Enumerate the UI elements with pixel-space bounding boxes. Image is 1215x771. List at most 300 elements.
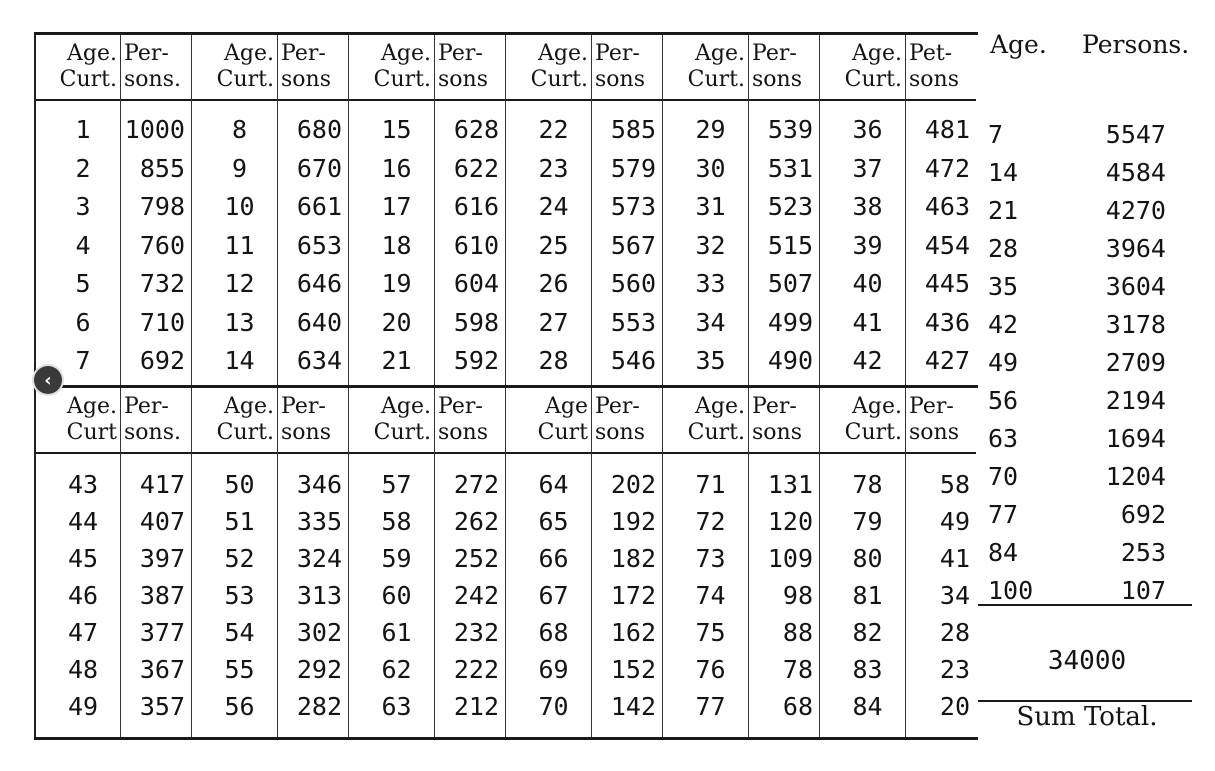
persons-cell: 397: [139, 544, 185, 573]
age-cell: 18: [381, 230, 412, 260]
age-values: [820, 101, 905, 381]
age-cell: 19: [381, 269, 412, 298]
summary-persons: 107: [1120, 576, 1166, 605]
age-cell: 20: [381, 307, 412, 337]
age-column: [505, 388, 591, 737]
age-cell: 67: [538, 581, 569, 610]
persons-cell: 68: [782, 692, 813, 721]
summary-age: 7: [988, 120, 1004, 149]
age-cell: 37: [852, 153, 883, 183]
persons-cell: 454: [924, 230, 970, 260]
age-cell: 40: [852, 269, 883, 298]
summary-persons: 4270: [1105, 196, 1166, 225]
persons-column-header: [278, 388, 348, 454]
persons-cell: 242: [453, 581, 499, 610]
age-cell: 43: [67, 470, 99, 499]
persons-cell: 680: [296, 115, 342, 144]
persons-cell: 579: [610, 153, 656, 183]
summary-row: [978, 386, 1196, 424]
age-column-header: [663, 35, 748, 101]
persons-cell: 324: [296, 544, 342, 573]
persons-cell: 367: [139, 655, 185, 684]
age-cell: 27: [538, 307, 569, 337]
summary-persons: 692: [1120, 500, 1166, 529]
summary-row: [978, 538, 1196, 576]
summary-persons: 253: [1120, 538, 1166, 567]
age-cell: 23: [538, 153, 569, 183]
persons-cell: 436: [924, 307, 970, 337]
summary-row: [978, 348, 1196, 386]
persons-cell: 760: [139, 230, 185, 260]
summary-row: [978, 424, 1196, 462]
persons-cell: 732: [139, 269, 185, 298]
header-line: Per-: [595, 394, 640, 419]
persons-column: [277, 35, 348, 385]
age-column-header: [820, 388, 905, 454]
age-cell: 9: [231, 153, 248, 183]
persons-cell: 670: [296, 153, 342, 183]
age-cell: 13: [224, 307, 255, 337]
persons-cell: 610: [453, 230, 499, 260]
header-line: Age.: [67, 394, 117, 419]
age-cell: 63: [381, 692, 412, 721]
summary-age: 35: [988, 272, 1019, 301]
age-column: [662, 35, 748, 385]
age-values: [192, 454, 277, 725]
header-line: Curt.: [844, 67, 902, 92]
header-line: Per-: [281, 394, 326, 419]
persons-column: [591, 388, 662, 737]
summary-header: [978, 30, 1196, 70]
header-line: sons: [909, 420, 959, 445]
persons-column-header: [906, 35, 976, 101]
age-cell: 52: [224, 544, 255, 573]
header-line: Curt.: [373, 420, 431, 445]
header-line: Age.: [224, 394, 274, 419]
persons-cell: 539: [767, 115, 813, 144]
summary-persons: 3178: [1105, 310, 1166, 339]
age-cell: 44: [67, 507, 99, 536]
header-line: Age.: [852, 41, 902, 66]
header-line: Curt.: [530, 67, 588, 92]
age-cell: 53: [224, 581, 255, 610]
summary-divider-top: [978, 604, 1192, 606]
age-cell: 58: [381, 507, 412, 536]
persons-values: [749, 454, 819, 725]
persons-values: [749, 101, 819, 381]
persons-cell: 313: [296, 581, 342, 610]
persons-column-header: [435, 35, 505, 101]
persons-cell: 798: [139, 192, 185, 221]
header-line: Per-: [752, 41, 797, 66]
age-cell: 47: [67, 618, 99, 647]
persons-cell: 472: [924, 153, 970, 183]
header-line: sons: [438, 67, 488, 92]
summary-row: [978, 462, 1196, 500]
persons-column-header: [749, 388, 819, 454]
age-cell: 24: [538, 192, 569, 221]
summary-age: 49: [988, 348, 1019, 377]
age-values: [36, 454, 120, 725]
summary-age: 28: [988, 234, 1019, 263]
persons-cell: 172: [610, 581, 656, 610]
age-column-header: [349, 388, 434, 454]
summary-row: [978, 234, 1196, 272]
header-line: sons: [752, 420, 802, 445]
summary-age: 77: [988, 500, 1019, 529]
age-column: [505, 35, 591, 385]
table-block-top: [34, 35, 978, 388]
persons-values: [435, 101, 505, 381]
persons-cell: 463: [924, 192, 970, 221]
age-cell: 80: [852, 544, 883, 573]
persons-cell: 573: [610, 192, 656, 221]
summary-persons: 3604: [1105, 272, 1166, 301]
header-line: Per-: [281, 41, 326, 66]
age-cell: 29: [695, 115, 726, 144]
age-cell: 75: [695, 618, 726, 647]
persons-values: [906, 454, 976, 725]
persons-column-header: [592, 388, 662, 454]
header-line: sons: [438, 420, 488, 445]
persons-values: [121, 454, 191, 725]
age-cell: 31: [695, 192, 726, 221]
persons-column: [748, 35, 819, 385]
summary-row: [978, 196, 1196, 234]
header-line: Age.: [381, 41, 431, 66]
summary-total-label: Sum Total.: [1016, 702, 1158, 732]
age-values: [192, 101, 277, 381]
age-cell: 74: [695, 581, 726, 610]
persons-cell: 628: [453, 115, 499, 144]
header-line: sons: [281, 67, 331, 92]
persons-cell: 346: [296, 470, 342, 499]
age-cell: 78: [852, 470, 883, 499]
header-line: sons: [281, 420, 331, 445]
persons-cell: 523: [767, 192, 813, 221]
age-column: [191, 35, 277, 385]
persons-cell: 592: [453, 346, 499, 375]
age-cell: 79: [852, 507, 883, 536]
persons-values: [121, 101, 191, 381]
header-line: Age.: [224, 41, 274, 66]
header-line: Per-: [595, 41, 640, 66]
persons-cell: 585: [610, 115, 656, 144]
persons-cell: 653: [296, 230, 342, 260]
age-cell: 72: [695, 507, 726, 536]
header-line: Per-: [438, 41, 483, 66]
persons-cell: 407: [139, 507, 185, 536]
persons-cell: 109: [767, 544, 813, 573]
summary-row: [978, 120, 1196, 158]
age-cell: 38: [852, 192, 883, 221]
age-cell: 59: [381, 544, 412, 573]
summary-persons: 3964: [1105, 234, 1166, 263]
age-column-header: [663, 388, 748, 454]
persons-values: [592, 101, 662, 381]
summary-persons: 1204: [1105, 462, 1166, 491]
age-cell: 62: [381, 655, 412, 684]
summary-age: 100: [988, 576, 1034, 605]
persons-column: [120, 388, 191, 737]
age-cell: 22: [538, 115, 569, 144]
age-cell: 36: [852, 115, 883, 144]
age-cell: 46: [67, 581, 99, 610]
persons-cell: 604: [453, 269, 499, 298]
header-line: sons: [595, 420, 645, 445]
persons-cell: 28: [939, 618, 970, 647]
header-line: Curt.: [687, 67, 745, 92]
persons-column: [434, 388, 505, 737]
age-cell: 21: [381, 346, 412, 375]
header-line: sons: [595, 67, 645, 92]
age-values: [663, 101, 748, 381]
age-cell: 7: [75, 346, 91, 375]
header-line: Age.: [695, 394, 745, 419]
persons-cell: 98: [782, 581, 813, 610]
summary-persons: 2194: [1105, 386, 1166, 415]
age-cell: 16: [381, 153, 412, 183]
summary-age: 63: [988, 424, 1019, 453]
age-cell: 5: [75, 269, 91, 298]
persons-column-header: [435, 388, 505, 454]
age-cell: 45: [67, 544, 99, 573]
persons-values: [435, 454, 505, 725]
summary-age: 42: [988, 310, 1019, 339]
summary-row: [978, 272, 1196, 310]
age-cell: 17: [381, 192, 412, 221]
persons-cell: 490: [767, 346, 813, 375]
age-cell: 35: [695, 346, 726, 375]
persons-cell: 142: [610, 692, 656, 721]
persons-cell: 567: [610, 230, 656, 260]
age-cell: 49: [67, 692, 99, 721]
persons-cell: 162: [610, 618, 656, 647]
persons-cell: 49: [939, 507, 970, 536]
age-values: [36, 101, 120, 381]
persons-column-header: [749, 35, 819, 101]
persons-cell: 531: [767, 153, 813, 183]
persons-values: [906, 101, 976, 381]
summary-row: [978, 576, 1196, 614]
persons-cell: 23: [939, 655, 970, 684]
persons-cell: 646: [296, 269, 342, 298]
age-cell: 6: [75, 307, 91, 337]
age-values: [506, 101, 591, 381]
persons-cell: 262: [453, 507, 499, 536]
age-cell: 26: [538, 269, 569, 298]
age-column: [348, 388, 434, 737]
persons-values: [278, 101, 348, 381]
summary-age-header: Age.: [990, 30, 1047, 59]
age-column-header: [506, 35, 591, 101]
persons-cell: 131: [767, 470, 813, 499]
persons-cell: 661: [296, 192, 342, 221]
persons-cell: 445: [924, 269, 970, 298]
age-cell: 69: [538, 655, 569, 684]
persons-cell: 515: [767, 230, 813, 260]
persons-cell: 507: [767, 269, 813, 298]
header-line: Curt.: [844, 420, 902, 445]
summary-persons: 2709: [1105, 348, 1166, 377]
age-cell: 42: [852, 346, 883, 375]
persons-cell: 387: [139, 581, 185, 610]
summary-persons: 4584: [1105, 158, 1166, 187]
header-line: Age.: [695, 41, 745, 66]
persons-cell: 272: [453, 470, 499, 499]
age-column-header: [820, 35, 905, 101]
header-line: Curt.: [216, 420, 274, 445]
persons-cell: 282: [296, 692, 342, 721]
age-cell: 56: [224, 692, 255, 721]
persons-column: [905, 35, 976, 385]
age-cell: 76: [695, 655, 726, 684]
persons-cell: 634: [296, 346, 342, 375]
age-cell: 66: [538, 544, 569, 573]
persons-column: [120, 35, 191, 385]
age-cell: 15: [381, 115, 412, 144]
age-column-header: [192, 388, 277, 454]
persons-cell: 417: [139, 470, 185, 499]
age-cell: 65: [538, 507, 569, 536]
header-line: Age: [545, 394, 588, 419]
persons-cell: 546: [610, 346, 656, 375]
persons-values: [592, 454, 662, 725]
age-cell: 10: [224, 192, 255, 221]
age-cell: 64: [538, 470, 569, 499]
persons-cell: 377: [139, 618, 185, 647]
header-line: Curt: [66, 420, 117, 445]
header-line: Age.: [381, 394, 431, 419]
summary-age: 21: [988, 196, 1019, 225]
age-cell: 51: [224, 507, 255, 536]
age-cell: 4: [75, 230, 91, 260]
age-cell: 1: [75, 115, 91, 144]
age-column: [34, 388, 120, 737]
age-cell: 25: [538, 230, 569, 260]
age-cell: 60: [381, 581, 412, 610]
persons-column-header: [121, 35, 191, 101]
persons-cell: 560: [610, 269, 656, 298]
age-cell: 3: [75, 192, 91, 221]
chevron-left-icon: ‹: [44, 369, 52, 391]
persons-cell: 292: [296, 655, 342, 684]
header-line: Curt.: [373, 67, 431, 92]
age-column: [819, 388, 905, 737]
header-line: Curt.: [216, 67, 274, 92]
age-cell: 71: [695, 470, 726, 499]
age-values: [349, 454, 434, 725]
persons-cell: 232: [453, 618, 499, 647]
age-column: [662, 388, 748, 737]
table-block-bottom: [34, 388, 978, 737]
persons-cell: 553: [610, 307, 656, 337]
age-cell: 68: [538, 618, 569, 647]
header-line: Curt.: [687, 420, 745, 445]
persons-cell: 192: [610, 507, 656, 536]
persons-cell: 41: [939, 544, 970, 573]
age-cell: 41: [852, 307, 883, 337]
summary-age: 70: [988, 462, 1019, 491]
summary-table: [978, 22, 1196, 742]
persons-cell: 598: [453, 307, 499, 337]
header-line: sons: [909, 67, 959, 92]
persons-cell: 855: [139, 153, 185, 183]
age-cell: 11: [224, 230, 255, 260]
persons-cell: 1000: [124, 115, 185, 144]
age-cell: 61: [381, 618, 412, 647]
persons-cell: 710: [139, 307, 185, 337]
age-cell: 14: [224, 346, 255, 375]
age-cell: 70: [538, 692, 569, 721]
persons-column-header: [592, 35, 662, 101]
persons-cell: 88: [782, 618, 813, 647]
header-line: Curt: [537, 420, 588, 445]
age-cell: 39: [852, 230, 883, 260]
persons-cell: 152: [610, 655, 656, 684]
age-cell: 54: [224, 618, 255, 647]
age-cell: 83: [852, 655, 883, 684]
age-cell: 28: [538, 346, 569, 375]
summary-persons-header: Persons.: [1082, 30, 1190, 59]
persons-cell: 622: [453, 153, 499, 183]
summary-persons: 1694: [1105, 424, 1166, 453]
persons-cell: 335: [296, 507, 342, 536]
age-cell: 82: [852, 618, 883, 647]
age-values: [663, 454, 748, 725]
age-cell: 77: [695, 692, 726, 721]
summary-total: 34000: [1047, 646, 1127, 676]
header-line: sons.: [124, 67, 181, 92]
age-cell: 55: [224, 655, 255, 684]
header-line: Per-: [909, 394, 954, 419]
persons-cell: 20: [939, 692, 970, 721]
persons-cell: 302: [296, 618, 342, 647]
persons-column: [277, 388, 348, 737]
persons-cell: 34: [939, 581, 970, 610]
persons-column-header: [906, 388, 976, 454]
header-line: Per-: [438, 394, 483, 419]
persons-cell: 182: [610, 544, 656, 573]
age-values: [506, 454, 591, 725]
persons-cell: 357: [139, 692, 185, 721]
life-table: [34, 32, 978, 740]
age-column: [191, 388, 277, 737]
header-line: Age.: [538, 41, 588, 66]
summary-row: [978, 158, 1196, 196]
persons-column-header: [121, 388, 191, 454]
summary-age: 56: [988, 386, 1019, 415]
header-line: Per-: [124, 41, 169, 66]
age-column: [348, 35, 434, 385]
age-column-header: [36, 35, 120, 101]
previous-page-button[interactable]: [34, 366, 62, 394]
header-line: Curt.: [59, 67, 117, 92]
header-line: Per-: [752, 394, 797, 419]
persons-cell: 58: [939, 470, 970, 499]
summary-rows: [978, 120, 1196, 614]
age-cell: 34: [695, 307, 726, 337]
header-line: Pet-: [909, 41, 953, 66]
age-column: [819, 35, 905, 385]
summary-persons: 5547: [1105, 120, 1166, 149]
persons-cell: 212: [453, 692, 499, 721]
age-cell: 2: [75, 153, 91, 183]
age-cell: 81: [852, 581, 883, 610]
persons-cell: 616: [453, 192, 499, 221]
age-cell: 32: [695, 230, 726, 260]
age-values: [349, 101, 434, 381]
